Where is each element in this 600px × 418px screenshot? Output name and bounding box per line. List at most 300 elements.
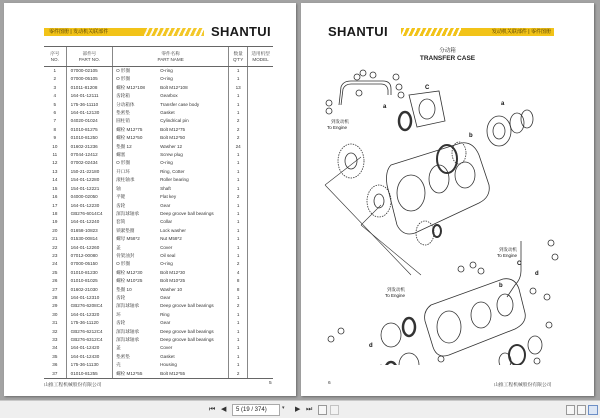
quantity: 1 bbox=[229, 344, 248, 352]
table-row bbox=[44, 126, 273, 134]
quantity: 2 bbox=[229, 370, 248, 379]
part-number: 164-01-12310 bbox=[66, 294, 112, 302]
quantity: 1 bbox=[229, 109, 248, 117]
table-row bbox=[44, 109, 273, 117]
part-number: GB276-6212C4 bbox=[66, 328, 112, 336]
row-number: 5 bbox=[53, 101, 57, 107]
row-number: 15 bbox=[52, 185, 58, 191]
table-row bbox=[44, 151, 273, 159]
row-number: 18 bbox=[52, 210, 58, 216]
table-row bbox=[44, 294, 273, 302]
quantity: 1 bbox=[229, 210, 248, 218]
continuous-view-icon[interactable] bbox=[577, 405, 586, 415]
part-number: 07012-00080 bbox=[66, 252, 112, 260]
svg-text:a: a bbox=[501, 101, 505, 107]
part-number: 175-36-11110 bbox=[66, 101, 112, 109]
model bbox=[248, 101, 273, 109]
row-number: 3 bbox=[53, 84, 57, 90]
part-number: 04020-01024 bbox=[66, 117, 112, 125]
quantity: 1 bbox=[229, 92, 248, 100]
model bbox=[248, 344, 273, 352]
model bbox=[248, 126, 273, 134]
table-row bbox=[44, 143, 273, 151]
part-name-en: Cover bbox=[160, 244, 173, 250]
model bbox=[248, 269, 273, 277]
quantity: 1 bbox=[229, 218, 248, 226]
quantity: 2 bbox=[229, 134, 248, 142]
part-number: GB276-6312C4 bbox=[66, 336, 112, 344]
row-number: 10 bbox=[52, 143, 58, 149]
svg-text:d: d bbox=[369, 343, 373, 349]
svg-text:C: C bbox=[425, 85, 430, 91]
quantity: 2 bbox=[229, 193, 248, 201]
table-row bbox=[44, 193, 273, 201]
quantity: 8 bbox=[229, 277, 248, 285]
table-row bbox=[44, 227, 273, 235]
table-row bbox=[44, 92, 273, 100]
svg-text:a: a bbox=[383, 104, 387, 110]
transfer-case-exploded-diagram bbox=[321, 65, 581, 365]
part-name-en: Lock washer bbox=[160, 227, 186, 233]
table-row bbox=[44, 117, 273, 125]
row-number: 13 bbox=[52, 168, 58, 174]
quantity: 2 bbox=[229, 117, 248, 125]
part-name-cn: 螺栓 M12*30 bbox=[113, 269, 160, 277]
row-number: 28 bbox=[52, 294, 58, 300]
row-number: 11 bbox=[52, 152, 58, 158]
part-number: 07000-05105 bbox=[66, 75, 112, 83]
part-name-cn: 深沟球轴承 bbox=[113, 336, 160, 344]
part-name-cn: 锁紧垫圈 bbox=[113, 227, 160, 235]
model bbox=[248, 353, 273, 361]
model bbox=[248, 311, 273, 319]
table-row bbox=[44, 370, 273, 379]
model bbox=[248, 277, 273, 285]
part-name-cn: O 形圈 bbox=[113, 260, 160, 268]
quantity: 1 bbox=[229, 185, 248, 193]
row-number: 6 bbox=[53, 110, 57, 116]
part-name-en: Deep groove ball bearings bbox=[160, 303, 214, 309]
table-row bbox=[44, 75, 273, 83]
row-number: 29 bbox=[52, 303, 58, 309]
part-name-cn: 轴 bbox=[113, 185, 160, 193]
part-name-en: Bolt M12*50 bbox=[160, 135, 186, 141]
quantity: 8 bbox=[229, 286, 248, 294]
svg-text:C: C bbox=[517, 261, 522, 267]
quantity: 1 bbox=[229, 176, 248, 184]
row-number: 35 bbox=[52, 353, 58, 359]
row-number: 30 bbox=[52, 311, 58, 317]
part-number: 154-01-12280 bbox=[66, 176, 112, 184]
quantity: 1 bbox=[229, 244, 248, 252]
part-number: 07044-12412 bbox=[66, 151, 112, 159]
part-name-en: Bolt M12*30 bbox=[160, 269, 186, 275]
quantity: 13 bbox=[229, 84, 248, 92]
parts-table bbox=[44, 46, 273, 379]
part-name-cn: 壳 bbox=[113, 361, 160, 369]
part-name-en: Deep groove ball bearings bbox=[160, 210, 214, 216]
part-callouts-top bbox=[326, 70, 404, 114]
svg-text:d: d bbox=[535, 271, 539, 277]
part-name-en: Bolt M12*55 bbox=[160, 370, 229, 379]
model bbox=[248, 210, 273, 218]
two-page-view-icon[interactable] bbox=[588, 405, 598, 415]
quantity: 1 bbox=[229, 75, 248, 83]
table-row bbox=[44, 67, 273, 76]
part-name-en: Washer 12 bbox=[160, 143, 183, 149]
quantity: 1 bbox=[229, 311, 248, 319]
part-name-en: Gear bbox=[160, 320, 171, 326]
part-name-en: Oil seal bbox=[160, 252, 176, 258]
band-text: 零件图册 | 发动机关联部件 bbox=[49, 29, 109, 35]
part-name-cn: 齿轮 bbox=[113, 294, 160, 302]
part-number: 01010-81255 bbox=[66, 370, 112, 379]
table-row bbox=[44, 260, 273, 268]
model bbox=[248, 361, 273, 369]
model bbox=[248, 168, 273, 176]
part-name-en: Transfer case body bbox=[160, 101, 200, 107]
part-name-cn: 螺栓 M12*108 bbox=[113, 84, 160, 92]
quantity: 2 bbox=[229, 260, 248, 268]
part-name-en: O-ring bbox=[160, 76, 173, 82]
part-number: 07002-02434 bbox=[66, 159, 112, 167]
part-name-cn: 齿轮 bbox=[113, 202, 160, 210]
quantity: 1 bbox=[229, 252, 248, 260]
row-number: 33 bbox=[52, 337, 58, 342]
part-name-cn: 垫圈 12 bbox=[113, 143, 160, 151]
table-row bbox=[44, 218, 273, 226]
quantity: 1 bbox=[229, 151, 248, 159]
model bbox=[248, 370, 273, 379]
part-name-en: Housing bbox=[160, 362, 177, 368]
model bbox=[248, 84, 273, 92]
part-name-cn: 螺塞 bbox=[113, 151, 160, 159]
col-header-no: 序号 NO. bbox=[44, 47, 66, 67]
part-name-cn: 深沟球轴承 bbox=[113, 210, 160, 218]
quantity: 4 bbox=[229, 269, 248, 277]
part-name-cn: O 形圈 bbox=[113, 159, 160, 167]
part-number: 01530-00814 bbox=[66, 235, 112, 243]
part-name-en: Gear bbox=[160, 294, 171, 300]
row-number: 8 bbox=[53, 126, 57, 132]
table-row bbox=[44, 185, 273, 193]
part-name-en: Gasket bbox=[160, 353, 175, 359]
quantity: 1 bbox=[229, 319, 248, 327]
table-row bbox=[44, 176, 273, 184]
part-number: 01010-81250 bbox=[66, 134, 112, 142]
part-name-cn: 盖 bbox=[113, 344, 160, 352]
part-name-cn: 深沟球轴承 bbox=[113, 328, 160, 336]
next-page-button[interactable]: ▶ bbox=[295, 406, 301, 413]
page-number-input[interactable]: 5 (19 / 374) bbox=[232, 404, 280, 416]
part-number: 154-01-12221 bbox=[66, 185, 112, 193]
row-number: 20 bbox=[52, 227, 58, 233]
quantity: 1 bbox=[229, 159, 248, 167]
part-number: GB276-6014C4 bbox=[66, 210, 112, 218]
model bbox=[248, 202, 273, 210]
quantity: 1 bbox=[229, 202, 248, 210]
part-callouts-bottom bbox=[328, 240, 558, 365]
band-text: 发动机关联部件 | 零件图册 bbox=[491, 29, 551, 35]
quantity: 1 bbox=[229, 361, 248, 369]
part-name-en: Cylindrical pin bbox=[160, 118, 189, 124]
last-page-button[interactable]: ⏭ bbox=[306, 406, 313, 413]
table-row bbox=[44, 134, 273, 142]
part-name-en: Cover bbox=[160, 345, 173, 351]
footer-company: 山推工程机械股份有限公司 bbox=[494, 383, 552, 388]
part-name-cn: 垫圈 10 bbox=[113, 286, 160, 294]
table-row bbox=[44, 252, 273, 260]
previous-page-button[interactable]: ◀ bbox=[221, 406, 227, 413]
part-name-en: O-ring bbox=[160, 160, 173, 166]
table-row bbox=[44, 336, 273, 344]
part-number: 164-01-12260 bbox=[66, 244, 112, 252]
part-name-en: Collar bbox=[160, 219, 173, 225]
row-number: 2 bbox=[53, 76, 57, 82]
part-number: 164-01-12430 bbox=[66, 353, 112, 361]
part-name-en: Roller bearing bbox=[160, 177, 189, 183]
quantity: 1 bbox=[229, 168, 248, 176]
part-name-en: Gear bbox=[160, 202, 171, 208]
part-name-en: Washer 10 bbox=[160, 286, 183, 292]
table-row bbox=[44, 319, 273, 327]
part-name-cn: 骨架油封 bbox=[113, 252, 160, 260]
model bbox=[248, 176, 273, 184]
part-name-en: Bolt M12*75 bbox=[160, 126, 186, 132]
shantui-logo: SHANTUI bbox=[211, 24, 271, 39]
col-header-part-name: 零件名称 PART NAME bbox=[113, 47, 229, 67]
row-number: 7 bbox=[53, 118, 57, 124]
part-name-cn: 齿轮箱 bbox=[113, 92, 160, 100]
part-name-cn: 盖 bbox=[113, 244, 160, 252]
table-row bbox=[44, 159, 273, 167]
svg-text:到发动机: 到发动机 bbox=[331, 119, 349, 124]
part-name-en: Deep groove ball bearings bbox=[160, 337, 214, 342]
part-name-cn: 螺母 M58*2 bbox=[113, 235, 160, 243]
row-number: 27 bbox=[52, 286, 58, 292]
row-number: 9 bbox=[53, 135, 57, 141]
band-stripes bbox=[144, 28, 204, 36]
table-row bbox=[44, 344, 273, 352]
table-row bbox=[44, 277, 273, 285]
model bbox=[248, 218, 273, 226]
part-name-cn: O 形圈 bbox=[113, 67, 160, 76]
part-number: 01010-81230 bbox=[66, 269, 112, 277]
model bbox=[248, 252, 273, 260]
part-name-en: Screw plug bbox=[160, 152, 183, 158]
model bbox=[248, 193, 273, 201]
row-number: 34 bbox=[52, 345, 58, 351]
part-number: 01010-81025 bbox=[66, 277, 112, 285]
part-name-en: Bolt M10*25 bbox=[160, 278, 186, 284]
band-stripes bbox=[401, 28, 461, 36]
quantity: 2 bbox=[229, 126, 248, 134]
footer-page-number: 6 bbox=[328, 381, 331, 386]
part-number: 01602-21030 bbox=[66, 286, 112, 294]
part-name-cn: 垫密垫 bbox=[113, 353, 160, 361]
svg-text:To Engine: To Engine bbox=[497, 253, 518, 258]
model bbox=[248, 260, 273, 268]
part-number: GB276-6208C4 bbox=[66, 302, 112, 310]
parts-table-body bbox=[44, 67, 273, 379]
diagram-title-cn: 分动箱 bbox=[439, 48, 456, 54]
part-name-en: Shaft bbox=[160, 185, 171, 191]
table-row bbox=[44, 235, 273, 243]
footer-company: 山推工程机械股份有限公司 bbox=[44, 383, 102, 388]
quantity: 1 bbox=[229, 353, 248, 361]
part-number: 01602-21236 bbox=[66, 143, 112, 151]
row-number: 21 bbox=[52, 236, 58, 242]
model bbox=[248, 151, 273, 159]
row-number: 37 bbox=[44, 370, 66, 379]
quantity: 1 bbox=[229, 328, 248, 336]
quantity: 1 bbox=[229, 227, 248, 235]
first-page-button[interactable]: ⏮ bbox=[209, 406, 216, 413]
part-name-cn: 开口环 bbox=[113, 168, 160, 176]
part-number: 04000-02050 bbox=[66, 193, 112, 201]
svg-text:b: b bbox=[469, 133, 473, 139]
part-name-cn: 圆柱销 bbox=[113, 117, 160, 125]
part-name-en: Flat key bbox=[160, 194, 177, 200]
model bbox=[248, 227, 273, 235]
part-name-cn: O 形圈 bbox=[113, 75, 160, 83]
table-row bbox=[44, 353, 273, 361]
part-number: 07000-02105 bbox=[66, 67, 112, 76]
part-name-cn: 深沟球轴承 bbox=[113, 302, 160, 310]
navigation-toolbar bbox=[0, 400, 600, 418]
part-name-en: Deep groove ball bearings bbox=[160, 328, 214, 334]
col-header-part-no: 部件号 PART NO. bbox=[66, 47, 112, 67]
col-header-model: 适用机型 MODEL bbox=[248, 47, 273, 67]
table-row bbox=[44, 202, 273, 210]
part-name-en: O-ring bbox=[160, 68, 173, 73]
table-header-row bbox=[44, 47, 273, 67]
svg-text:To Engine: To Engine bbox=[327, 125, 348, 130]
part-number: 07000-05150 bbox=[66, 260, 112, 268]
part-name-en: O-ring bbox=[160, 261, 173, 267]
svg-text:To Engine: To Engine bbox=[385, 293, 406, 298]
part-number: 175-36-11130 bbox=[66, 361, 112, 369]
part-name-cn: 环 bbox=[113, 311, 160, 319]
part-number: 164-01-12420 bbox=[66, 344, 112, 352]
row-number: 12 bbox=[52, 160, 58, 166]
part-name-en: Ring bbox=[160, 311, 170, 317]
table-row bbox=[44, 101, 273, 109]
diagram-title bbox=[301, 46, 594, 62]
part-name-cn: 螺栓 M12*50 bbox=[113, 134, 160, 142]
paste-page-icon[interactable] bbox=[330, 405, 339, 415]
quantity: 2 bbox=[229, 302, 248, 310]
table-row bbox=[44, 244, 273, 252]
table-row bbox=[44, 311, 273, 319]
row-number: 26 bbox=[52, 278, 58, 284]
row-number: 31 bbox=[52, 320, 58, 326]
page-left bbox=[4, 3, 296, 396]
row-number: 19 bbox=[52, 219, 58, 225]
part-name-cn: 套筒 bbox=[113, 218, 160, 226]
model bbox=[248, 92, 273, 100]
diagram-title-en: TRANSFER CASE bbox=[419, 55, 476, 62]
model bbox=[248, 294, 273, 302]
model bbox=[248, 117, 273, 125]
part-name-cn: 螺栓 M10*25 bbox=[113, 277, 160, 285]
quantity: 1 bbox=[229, 101, 248, 109]
part-name-cn: 螺栓 M12*55 bbox=[113, 370, 160, 379]
copy-page-icon[interactable] bbox=[318, 405, 327, 415]
part-number: 164-01-12130 bbox=[66, 109, 112, 117]
part-name-cn: 垫密垫 bbox=[113, 109, 160, 117]
row-number: 1 bbox=[53, 68, 57, 73]
model bbox=[248, 67, 273, 76]
table-row bbox=[44, 84, 273, 92]
row-number: 24 bbox=[52, 261, 58, 267]
footer-page-number: 5 bbox=[269, 381, 272, 386]
part-number: 164-01-12240 bbox=[66, 218, 112, 226]
row-number: 23 bbox=[52, 252, 58, 258]
part-number: 01658-10823 bbox=[66, 227, 112, 235]
part-name-en: Gasket bbox=[160, 110, 175, 116]
quantity: 1 bbox=[229, 294, 248, 302]
row-number: 32 bbox=[52, 328, 58, 334]
row-number: 16 bbox=[52, 194, 58, 200]
table-row bbox=[44, 302, 273, 310]
part-name-cn: 分动箱体 bbox=[113, 101, 160, 109]
part-name-en: Bolt M12*108 bbox=[160, 84, 188, 90]
part-name-en: Gearbox bbox=[160, 93, 178, 99]
shantui-logo: SHANTUI bbox=[328, 24, 388, 39]
page-dropdown-icon[interactable]: ▾ bbox=[282, 405, 285, 411]
page-right bbox=[301, 3, 594, 396]
model bbox=[248, 143, 273, 151]
part-name-en: Ring, Cotter bbox=[160, 168, 185, 174]
part-number: 150-21-22180 bbox=[66, 168, 112, 176]
quantity: 1 bbox=[229, 235, 248, 243]
row-number: 14 bbox=[52, 177, 58, 183]
model bbox=[248, 235, 273, 243]
col-header-qty: 数量 Q'TY bbox=[229, 47, 248, 67]
table-row bbox=[44, 269, 273, 277]
model bbox=[248, 75, 273, 83]
svg-text:到发动机: 到发动机 bbox=[499, 247, 517, 252]
model bbox=[248, 134, 273, 142]
header-band bbox=[401, 28, 554, 36]
row-number: 22 bbox=[52, 244, 58, 250]
model bbox=[248, 336, 273, 344]
table-row bbox=[44, 210, 273, 218]
svg-text:到发动机: 到发动机 bbox=[387, 287, 405, 292]
part-number: 01010-81275 bbox=[66, 126, 112, 134]
part-number: 175-36-11120 bbox=[66, 319, 112, 327]
model bbox=[248, 244, 273, 252]
table-row bbox=[44, 361, 273, 369]
part-name-en: Nut M58*2 bbox=[160, 236, 182, 242]
table-row bbox=[44, 328, 273, 336]
part-name-cn: 螺栓 M12*75 bbox=[113, 126, 160, 134]
single-page-view-icon[interactable] bbox=[566, 405, 575, 415]
row-number: 4 bbox=[53, 93, 57, 99]
row-number: 25 bbox=[52, 269, 58, 275]
row-number: 36 bbox=[52, 362, 58, 368]
model bbox=[248, 286, 273, 294]
table-row bbox=[44, 168, 273, 176]
quantity: 1 bbox=[229, 67, 248, 76]
model bbox=[248, 328, 273, 336]
part-name-cn: 平键 bbox=[113, 193, 160, 201]
part-name-cn: 齿轮 bbox=[113, 319, 160, 327]
model bbox=[248, 185, 273, 193]
quantity: 1 bbox=[229, 336, 248, 344]
model bbox=[248, 319, 273, 327]
